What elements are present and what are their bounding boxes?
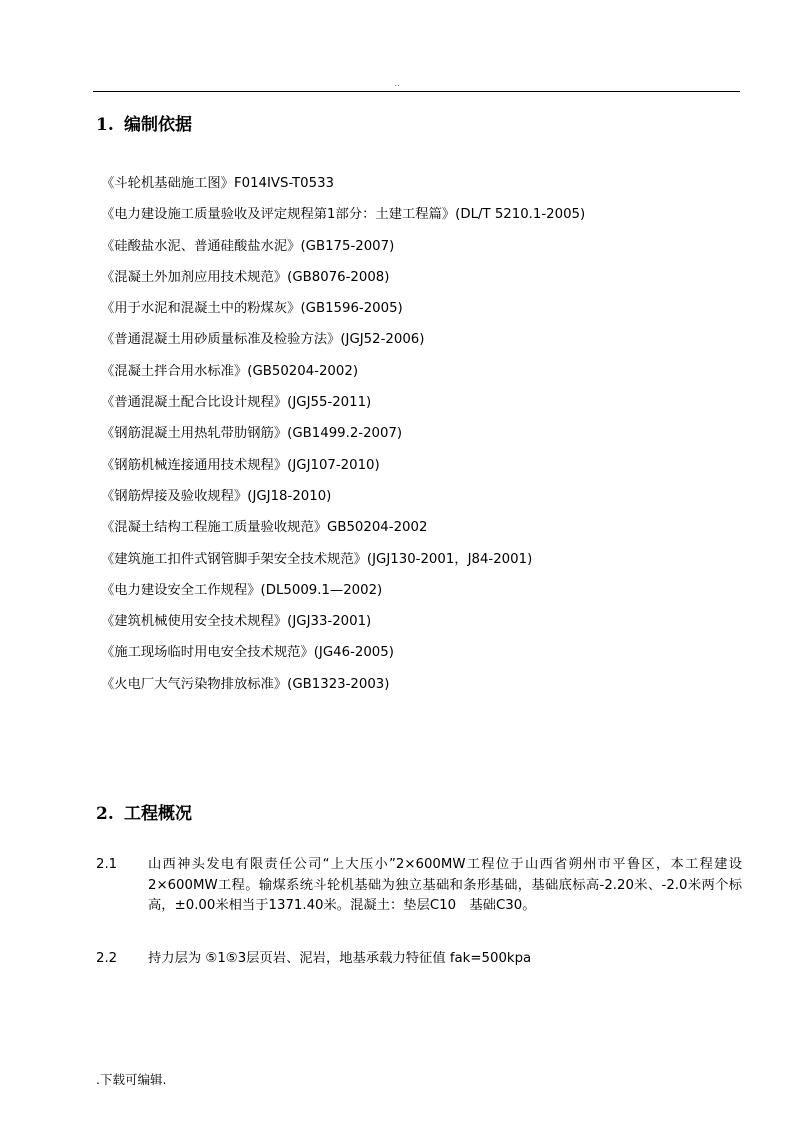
- section-number: 2.: [96, 804, 114, 824]
- reference-list: [101, 175, 585, 707]
- reference-item: 《混凝土结构工程施工质量验收规范》GB50204-2002: [101, 520, 428, 536]
- reference-item: 《火电厂大气污染物排放标准》(GB1323-2003): [101, 676, 390, 692]
- reference-item: 《普通混凝土配合比设计规程》(JGJ55-2011): [101, 395, 372, 411]
- paragraph-number: 2.1: [96, 857, 118, 872]
- reference-item: 《电力建设施工质量验收及评定规程第1部分：土建工程篇》(DL/T 5210.1-2005): [101, 207, 586, 223]
- reference-item: 《普通混凝土用砂质量标准及检验方法》(JGJ52-2006): [101, 332, 425, 348]
- section-title: 编制依据: [124, 115, 192, 135]
- reference-item: 《斗轮机基础施工图》F014IVS-T0533: [101, 176, 334, 191]
- reference-item: 《混凝土外加剂应用技术规范》(GB8076-2008): [101, 269, 390, 285]
- section-heading-overview: [96, 799, 192, 824]
- section-title: 工程概况: [124, 804, 192, 824]
- section-heading-basis: [96, 110, 192, 135]
- reference-item: 《钢筋机械连接通用技术规程》(JGJ107-2010): [101, 457, 380, 473]
- reference-item: 《用于水泥和混凝土中的粉煤灰》(GB1596-2005): [101, 301, 403, 317]
- reference-item: 《钢筋混凝土用热轧带肋钢筋》(GB1499.2-2007): [101, 426, 403, 442]
- section-number: 1.: [96, 115, 114, 135]
- header-rule: [93, 91, 740, 92]
- reference-item: 《建筑机械使用安全技术规程》(JGJ33-2001): [101, 614, 372, 630]
- reference-item: 《建筑施工扣件式钢管脚手架安全技术规范》(JGJ130-2001，J84-2001): [101, 551, 533, 567]
- paragraph-text: 持力层为 ⑤1⑤3层页岩、泥岩，地基承载力特征值 fak=500kpa: [148, 951, 532, 966]
- reference-item: 《混凝土拌合用水标准》(GB50204-2002): [101, 363, 359, 379]
- footer-note: .下载可编辑.: [96, 1072, 167, 1087]
- reference-item: 《硅酸盐水泥、普通硅酸盐水泥》(GB175-2007): [101, 238, 395, 254]
- overview-paragraph: [96, 855, 746, 917]
- header-mark: ..: [394, 79, 400, 88]
- reference-item: 《施工现场临时用电安全技术规范》(JG46-2005): [101, 645, 394, 661]
- paragraph-number: 2.2: [96, 951, 118, 966]
- reference-item: 《钢筋焊接及验收规程》(JGJ18-2010): [101, 488, 332, 504]
- overview-paragraph: [96, 949, 746, 970]
- paragraph-text: 山西神头发电有限责任公司“上大压小”2×600MW工程位于山西省朔州市平鲁区，本工程建设2×600MW工程。输煤系统斗轮机基础为独立基础和条形基础，基础底标高-2.20米、-2.0米两个标高，±0.00米相当于1371.40米。混凝土：垫层C10 基础C30。: [148, 857, 742, 913]
- reference-item: 《电力建设安全工作规程》(DL5009.1—2002): [101, 582, 383, 598]
